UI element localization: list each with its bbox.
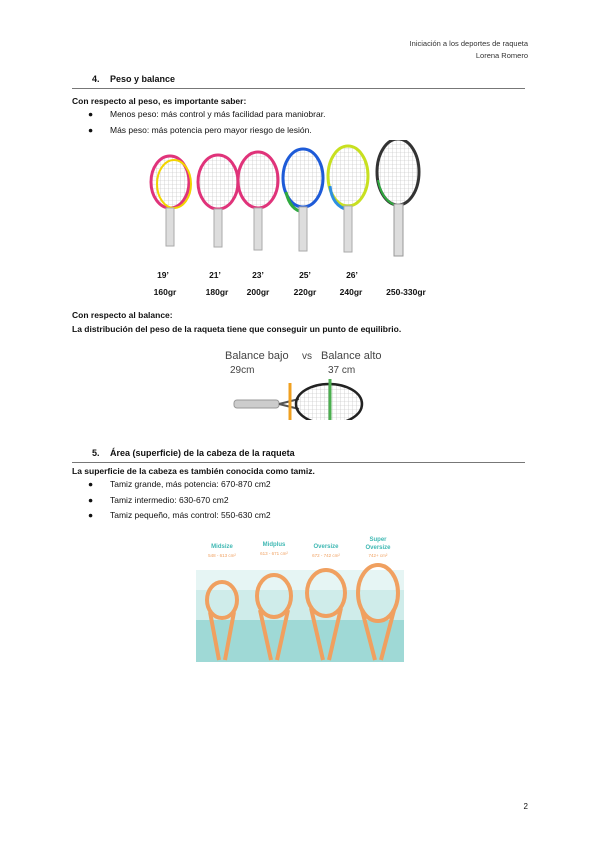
section-number: 4. — [92, 74, 100, 84]
balance-text: La distribución del peso de la raqueta tiene que conseguir un punto de equilibrio. — [72, 324, 402, 334]
list-item: ● Tamiz intermedio: 630-670 cm2 — [88, 494, 229, 505]
balance-high-value: 37 cm — [328, 365, 356, 376]
head-size-list — [88, 477, 271, 524]
divider — [72, 88, 525, 89]
weight-label: 220gr — [293, 287, 317, 297]
weight-label: 180gr — [205, 287, 229, 297]
racket-5 — [328, 146, 368, 252]
section-title: Peso y balance — [110, 74, 176, 84]
size-label: 25’ — [299, 270, 311, 280]
size-range: 672 - 742 cm² — [312, 553, 340, 558]
header-author: Lorena Romero — [475, 51, 528, 60]
racket-2 — [198, 155, 238, 247]
balance-vs: vs — [302, 351, 312, 362]
section-5-heading — [72, 448, 525, 458]
header-title: Iniciación a los deportes de raqueta — [409, 39, 528, 48]
divider — [72, 462, 525, 463]
racket-4 — [283, 149, 323, 251]
size-name: Super — [369, 537, 387, 543]
size-label: 26’ — [346, 270, 358, 280]
balance-low-value: 29cm — [230, 365, 255, 376]
page-number: 2 — [523, 802, 528, 811]
racket-1 — [151, 156, 191, 246]
balance-high-label: Balance alto — [321, 350, 382, 362]
list-item: ● Tamiz grande, más potencia: 670-870 cm2 — [88, 479, 271, 489]
size-name: Oversize — [313, 544, 339, 550]
weight-label: 160gr — [153, 287, 177, 297]
size-name: Midplus — [262, 542, 286, 548]
section-4-heading — [72, 74, 525, 84]
list-item: ● Más peso: más potencia pero mayor riesgo de lesión. — [88, 124, 312, 135]
size-name: Oversize — [365, 545, 391, 551]
section-number: 5. — [92, 448, 100, 458]
size-range: 742+ cm² — [368, 553, 388, 558]
rackets-weight-image — [140, 140, 440, 262]
list-item: ● Menos peso: más control y más facilidad para maniobrar. — [88, 109, 326, 119]
balance-heading: Con respecto al balance: — [72, 310, 173, 320]
weight-label: 200gr — [246, 287, 270, 297]
weight-intro: Con respecto al peso, es importante saber: — [72, 96, 247, 106]
weight-label: 250-330gr — [386, 287, 426, 297]
racket-6 — [377, 140, 419, 256]
size-label: 19’ — [157, 270, 169, 280]
balance-low-label: Balance bajo — [225, 350, 289, 362]
balance-image — [224, 345, 394, 420]
head-intro: La superficie de la cabeza es también conocida como tamiz. — [72, 466, 315, 476]
size-label: 21’ — [209, 270, 221, 280]
size-range: 613 - 671 cm² — [260, 551, 288, 556]
size-range: 548 - 613 cm² — [208, 553, 236, 558]
racket-3 — [238, 152, 278, 250]
weight-label: 240gr — [339, 287, 363, 297]
section-title: Área (superficie) de la cabeza de la raqueta — [110, 448, 295, 458]
head-size-image — [196, 530, 404, 662]
list-item: ● Tamiz pequeño, más control: 550-630 cm2 — [88, 510, 271, 520]
size-label: 23’ — [252, 270, 264, 280]
size-name: Midsize — [211, 544, 233, 550]
page-header — [410, 38, 528, 62]
weight-list — [88, 107, 325, 138]
